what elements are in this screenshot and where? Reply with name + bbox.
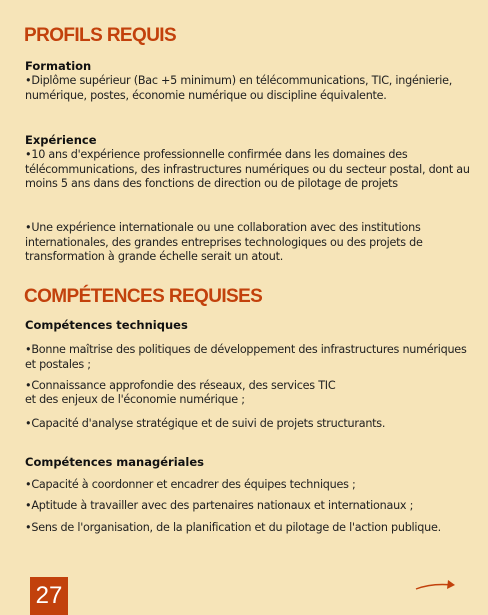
page-number: 27 xyxy=(30,577,68,615)
techniques-item-2-line-2: et des enjeux de l'économie numérique ; xyxy=(25,393,245,406)
section-heading-competences: COMPÉTENCES REQUISES xyxy=(24,286,263,307)
experience-text: •10 ans d'expérience professionnelle confirmée dans les domaines des télécommunications, des infrastructures numériques ou du secteur postal, dont au moins 5 ans dans des fonctions de direction ou de pilotage de projets xyxy=(25,148,470,190)
manageriales-item-2: •Aptitude à travailler avec des partenaires nationaux et internationaux ; xyxy=(25,499,414,512)
formation-text: •Diplôme supérieur (Bac +5 minimum) en télécommunications, TIC, ingénierie, numérique, postes, économie numérique ou discipline équivalente. xyxy=(25,74,453,102)
techniques-item-3: •Capacité d'analyse stratégique et de suivi de projets structurants. xyxy=(25,417,386,430)
techniques-title: Compétences techniques xyxy=(25,318,188,332)
experience-title: Expérience xyxy=(25,133,97,147)
formation-title: Formation xyxy=(25,59,92,73)
arrow-right-icon[interactable] xyxy=(414,577,458,593)
techniques-item-1: •Bonne maîtrise des politiques de développement des infrastructures numériques et postales ; xyxy=(25,343,467,371)
manageriales-item-3: •Sens de l'organisation, de la planification et du pilotage de l'action publique. xyxy=(25,521,441,534)
manageriales-title: Compétences managériales xyxy=(25,455,204,469)
experience-text-2: •Une expérience internationale ou une collaboration avec des institutions internationales, des grandes entreprises technologiques ou des projets de transformation à grande échelle serait un atout. xyxy=(25,221,423,263)
techniques-item-2-line-1: •Connaissance approfondie des réseaux, des services TIC xyxy=(25,379,336,392)
manageriales-item-1: •Capacité à coordonner et encadrer des équipes techniques ; xyxy=(25,478,356,491)
section-heading-profils: PROFILS REQUIS xyxy=(24,25,177,46)
